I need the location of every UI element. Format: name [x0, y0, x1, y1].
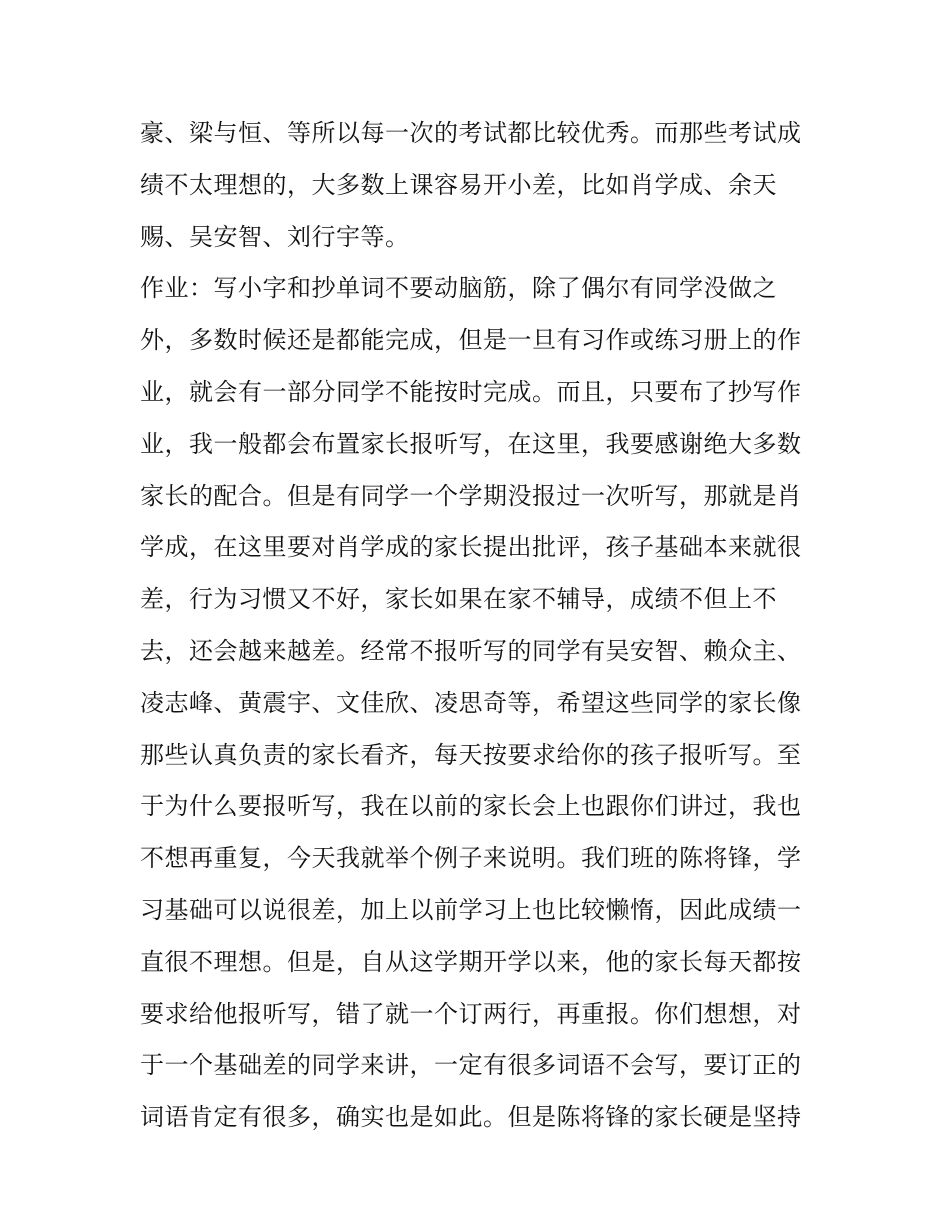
body-text — [140, 108, 830, 1144]
text-line: 要求给他报听写，错了就一个订两行，再重报。你们想想，对 — [140, 999, 802, 1028]
text-line: 外，多数时候还是都能完成，但是一旦有习作或练习册上的作 — [140, 326, 802, 355]
text-line: 习基础可以说很差，加上以前学习上也比较懒惰，因此成绩一 — [140, 895, 802, 924]
text-line: 业，我一般都会布置家长报听写，在这里，我要感谢绝大多数 — [140, 429, 802, 458]
text-line: 直很不理想。但是，自从这学期开学以来，他的家长每天都按 — [140, 947, 802, 976]
text-line: 豪、梁与恒、等所以每一次的考试都比较优秀。而那些考试成 — [140, 119, 802, 147]
text-line: 作业：写小字和抄单词不要动脑筋，除了偶尔有同学没做之 — [140, 274, 777, 303]
text-line: 家长的配合。但是有同学一个学期没报过一次听写，那就是肖 — [140, 481, 802, 510]
text-line: 于为什么要报听写，我在以前的家长会上也跟你们讲过，我也 — [140, 792, 802, 821]
text-line: 于一个基础差的同学来讲，一定有很多词语不会写，要订正的 — [140, 1051, 802, 1080]
text-line: 赐、吴安智、刘行宇等。 — [140, 222, 410, 251]
text-line: 业，就会有一部分同学不能按时完成。而且，只要布了抄写作 — [140, 377, 802, 406]
text-line: 学成，在这里要对肖学成的家长提出批评，孩子基础本来就很 — [140, 533, 802, 562]
text-line: 词语肯定有很多，确实也是如此。但是陈将锋的家长硬是坚持 — [140, 1103, 802, 1132]
text-line: 凌志峰、黄震宇、文佳欣、凌思奇等，希望这些同学的家长像 — [140, 688, 802, 717]
text-line: 绩不太理想的，大多数上课容易开小差，比如肖学成、余天 — [140, 170, 777, 199]
text-line: 不想再重复，今天我就举个例子来说明。我们班的陈将锋，学 — [140, 844, 802, 873]
text-line: 去，还会越来越差。经常不报听写的同学有吴安智、赖众主、 — [140, 636, 802, 665]
text-line: 差，行为习惯又不好，家长如果在家不辅导，成绩不但上不 — [140, 585, 777, 614]
text-line: 那些认真负责的家长看齐，每天按要求给你的孩子报听写。至 — [140, 740, 802, 769]
